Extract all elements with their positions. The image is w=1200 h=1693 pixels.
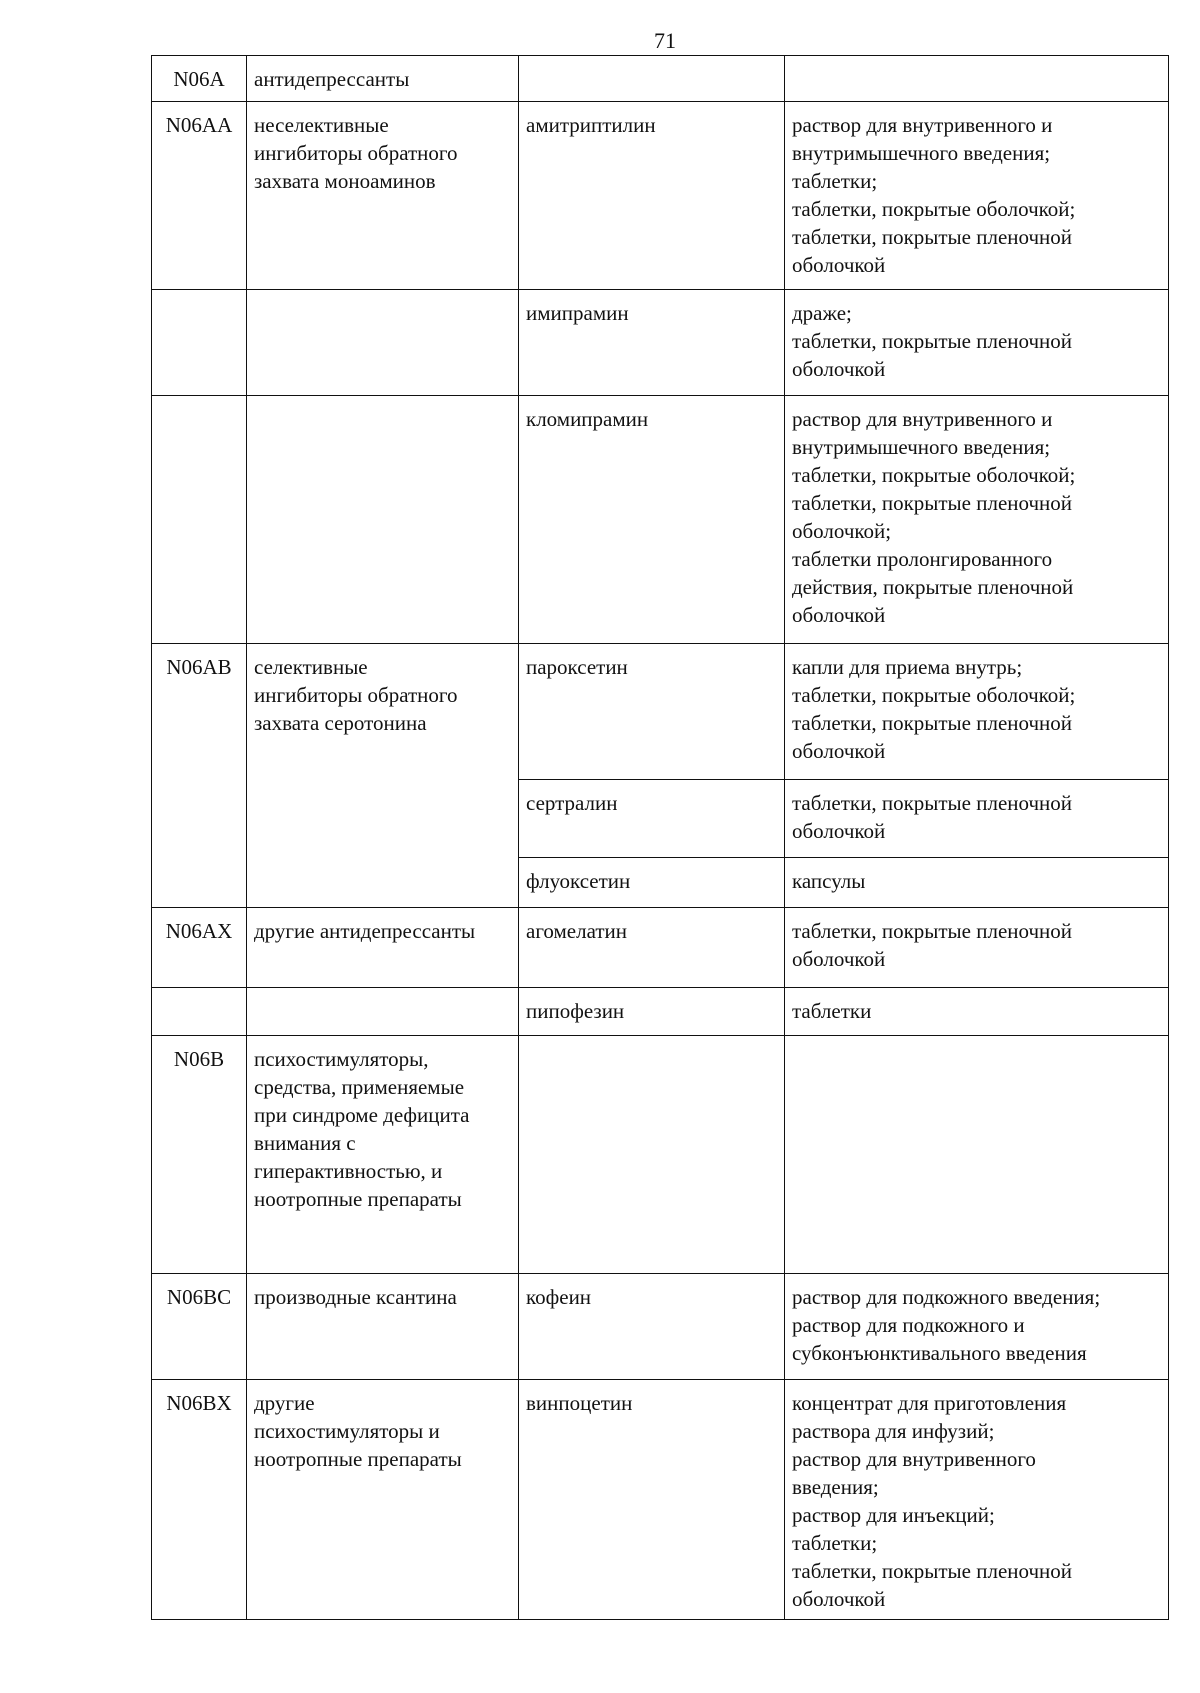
group-cell [247,290,519,396]
atc-code-cell [152,396,247,644]
drug-cell: агомелатин [519,908,785,988]
dosage-forms-cell: таблетки [785,988,1169,1036]
group-cell: другие психостимуляторы и ноотропные препараты [247,1380,519,1620]
table-row [152,1274,1169,1380]
dosage-forms-cell [785,1036,1169,1274]
drug-cell: винпоцетин [519,1380,785,1620]
table-row [152,56,1169,102]
dosage-forms-cell: раствор для внутривенного и внутримышечного введения; таблетки, покрытые оболочкой; таблетки, покрытые пленочной оболочкой; таблетки пролонгированного действия, покрытые пленочной оболочкой [785,396,1169,644]
group-cell: антидепрессанты [247,56,519,102]
table-row [152,858,1169,908]
table-row [152,102,1169,290]
dosage-forms-cell: таблетки, покрытые пленочной оболочкой [785,908,1169,988]
drug-cell: кломипрамин [519,396,785,644]
table-row [152,290,1169,396]
group-cell: селективные ингибиторы обратного захвата серотонина [247,644,519,780]
atc-code-cell [152,858,247,908]
dosage-forms-cell: капли для приема внутрь; таблетки, покрытые оболочкой; таблетки, покрытые пленочной оболочкой [785,644,1169,780]
drug-cell: сертралин [519,780,785,858]
atc-code-cell: N06BX [152,1380,247,1620]
group-cell: неселективные ингибиторы обратного захвата моноаминов [247,102,519,290]
dosage-forms-cell [785,56,1169,102]
dosage-forms-cell: капсулы [785,858,1169,908]
dosage-forms-cell: раствор для внутривенного и внутримышечного введения; таблетки; таблетки, покрытые оболочкой; таблетки, покрытые пленочной оболочкой [785,102,1169,290]
atc-code-cell: N06BC [152,1274,247,1380]
group-cell: психостимуляторы, средства, применяемые при синдроме дефицита внимания с гиперактивностью, и ноотропные препараты [247,1036,519,1274]
drug-cell [519,1036,785,1274]
atc-code-cell: N06AX [152,908,247,988]
dosage-forms-cell: раствор для подкожного введения; раствор для подкожного и субконъюнктивального введения [785,1274,1169,1380]
dosage-forms-cell: драже; таблетки, покрытые пленочной оболочкой [785,290,1169,396]
atc-code-cell [152,780,247,858]
drug-cell: имипрамин [519,290,785,396]
atc-code-cell: N06AB [152,644,247,780]
drug-cell: пароксетин [519,644,785,780]
page-number: 71 [654,28,676,53]
group-cell [247,396,519,644]
atc-code-cell: N06A [152,56,247,102]
table-row [152,396,1169,644]
group-cell [247,988,519,1036]
table-row [152,1380,1169,1620]
drug-cell [519,56,785,102]
group-cell [247,858,519,908]
atc-code-cell: N06AA [152,102,247,290]
group-cell: другие антидепрессанты [247,908,519,988]
atc-code-cell: N06B [152,1036,247,1274]
drug-cell: пипофезин [519,988,785,1036]
group-cell: производные ксантина [247,1274,519,1380]
dosage-forms-cell: концентрат для приготовления раствора для инфузий; раствор для внутривенного введения; раствор для инъекций; таблетки; таблетки, покрытые пленочной оболочкой [785,1380,1169,1620]
drug-cell: амитриптилин [519,102,785,290]
table-row [152,644,1169,780]
table-row [152,1036,1169,1274]
atc-code-cell [152,290,247,396]
atc-code-cell [152,988,247,1036]
table-row [152,988,1169,1036]
drug-classification-table [151,55,1169,1620]
drug-cell: флуоксетин [519,858,785,908]
drug-cell: кофеин [519,1274,785,1380]
table-row [152,908,1169,988]
dosage-forms-cell: таблетки, покрытые пленочной оболочкой [785,780,1169,858]
group-cell [247,780,519,858]
table-row [152,780,1169,858]
